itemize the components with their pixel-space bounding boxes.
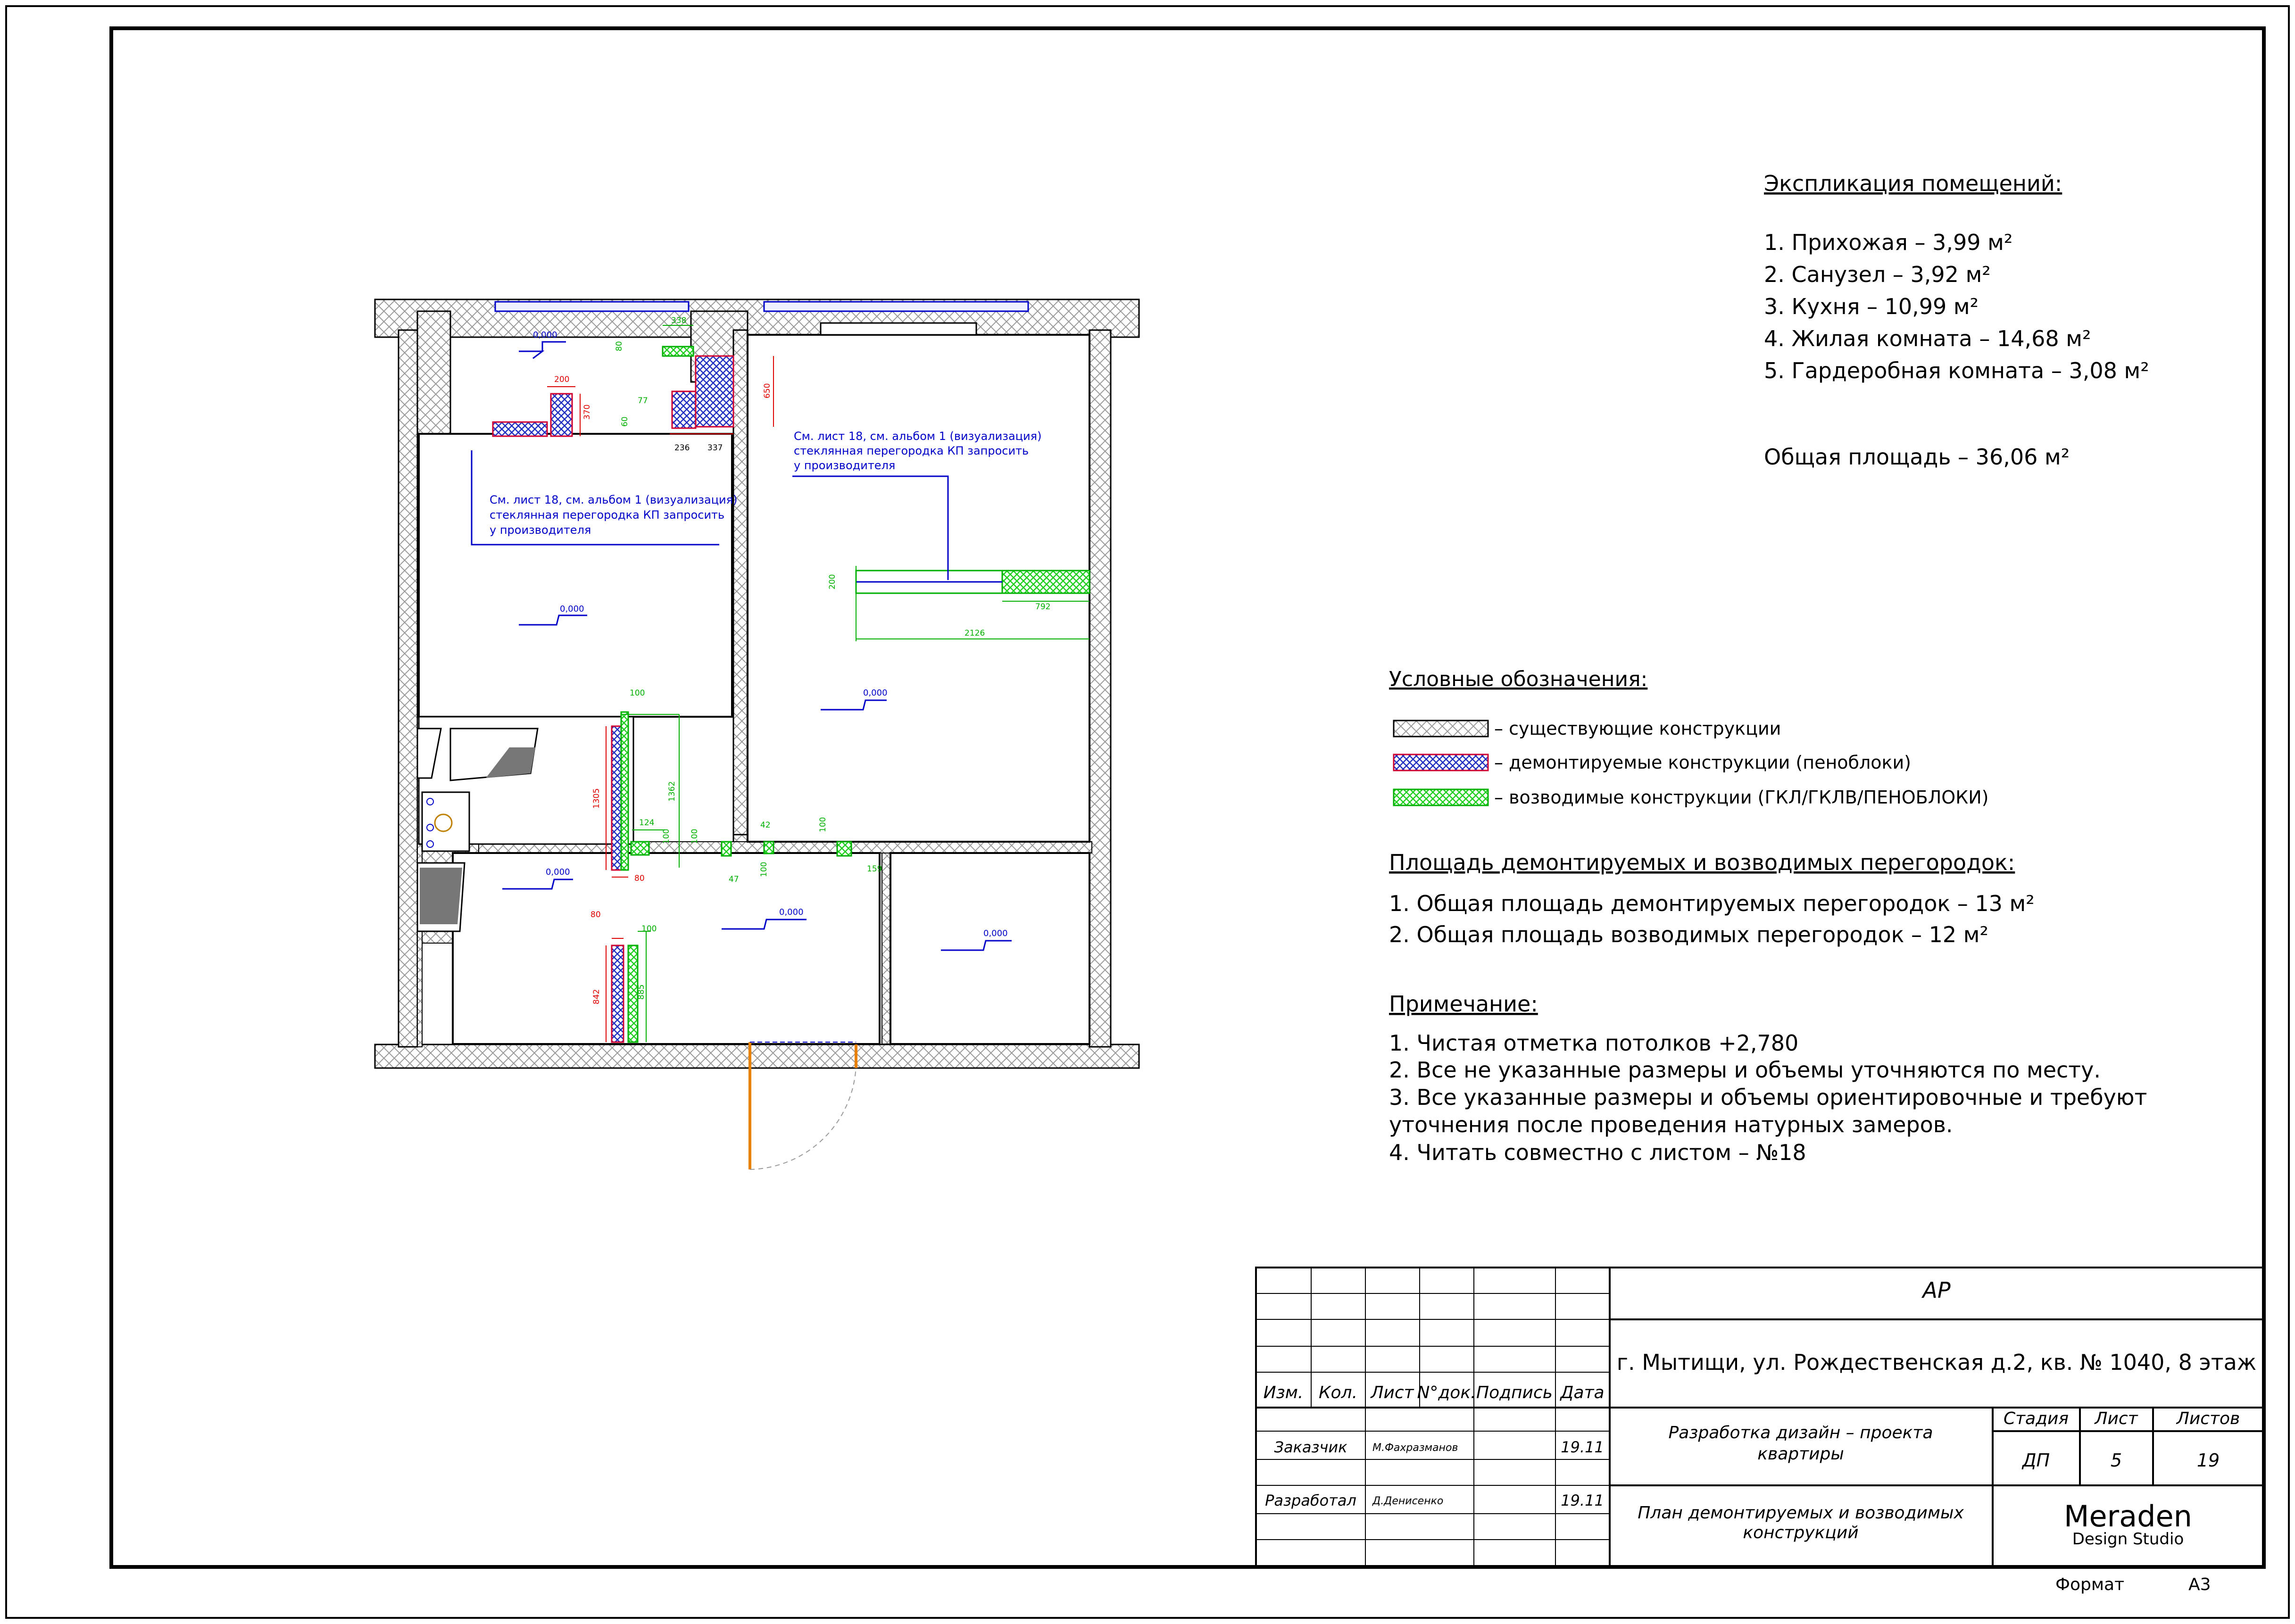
tb-role: Разработал [1265,1491,1356,1509]
erected-wall-8 [1002,571,1089,593]
notes-line: 2. Все не указанные размеры и объемы уточняются по месту. [1389,1057,2101,1083]
areas-line: 2. Общая площадь возводимых перегородок – 12 м² [1389,922,1988,947]
wall-wardrobe [882,853,890,1044]
notes-title: Примечание: [1389,991,1538,1017]
dimension-label: 200 [828,574,837,589]
floor-plan [375,299,1139,1169]
demolished-wall-2 [551,394,572,436]
dimension-label: 47 [729,875,739,884]
demolished-wall-6 [612,945,624,1042]
tb-sheet-header: Лист [2095,1409,2138,1428]
dimension-label: 338 [671,316,687,325]
explication-room: 4. Жилая комната – 14,68 м² [1764,326,2091,351]
dimension-label: 80 [615,341,624,351]
tb-sheets: 19 [2196,1450,2220,1471]
dimension-label: 1305 [592,788,601,809]
tb-sheets-header: Листов [2176,1409,2240,1428]
explication-title: Экспликация помещений: [1764,171,2062,196]
areas-title: Площадь демонтируемых и возводимых перегородок: [1389,850,2015,875]
window-living [764,302,1028,311]
dimension-label: 200 [554,375,570,384]
legend-swatch-existing [1394,721,1488,737]
company-subtitle: Design Studio [2072,1530,2184,1549]
erected-wall-7 [628,945,638,1042]
dimension-label: 337 [707,443,723,453]
callout-line: стеклянная перегородка КП запросить [794,444,1029,457]
areas-line: 1. Общая площадь демонтируемых перегородок – 13 м² [1389,891,2035,916]
erected-wall-1 [663,347,693,356]
callout-line: у производителя [490,523,591,537]
window-kitchen [495,302,689,311]
level-mark: 0,000 [546,867,570,877]
tb-code: АР [1922,1277,1951,1303]
dimension-label: 1362 [667,781,677,802]
notes-line: 3. Все указанные размеры и объемы ориентировочные и требуют [1389,1085,2147,1110]
dimension-label: 236 [674,443,690,453]
dimension-label: 650 [763,383,772,398]
tb-header-list: Лист [1371,1383,1414,1402]
wall-center [733,330,748,849]
legend-demolished: – демонтируемые конструкции (пеноблоки) [1494,752,1912,773]
explication-total: Общая площадь – 36,06 м² [1764,444,2070,470]
callout-line: См. лист 18, см. альбом 1 (визуализация) [490,493,738,506]
tb-header-kol: Кол. [1318,1383,1358,1402]
room-wardrobe [890,853,1089,1044]
callout-line: стеклянная перегородка КП запросить [490,508,725,522]
wall-left [399,330,417,1047]
legend-erected: – возводимые конструкции (ГКЛ/ГКЛВ/ПЕНОБЛОКИ) [1494,787,1989,808]
erected-wall-2 [621,712,628,870]
dimension-label: 885 [637,984,646,1000]
company-logo: Meraden [2064,1499,2192,1533]
legend-title: Условные обозначения: [1389,667,1648,691]
level-mark: 0,000 [863,688,888,698]
format-label: Формат [2055,1575,2125,1594]
tb-project: квартиры [1757,1444,1844,1464]
explication-room: 5. Гардеробная комната – 3,08 м² [1764,358,2149,383]
notes-block [1389,991,2147,1165]
callout-line: См. лист 18, см. альбом 1 (визуализация) [794,430,1042,443]
dimension-label: 100 [818,817,828,832]
dimension-label: 42 [760,820,771,830]
dimension-label: 80 [634,874,645,883]
legend-block [1389,667,1988,808]
tb-address: г. Мытищи, ул. Рождественская д.2, кв. № 1040, 8 этаж [1616,1350,2257,1375]
toilet-shade [420,868,462,924]
sink-cabinet [422,792,469,851]
wall-right [1089,330,1111,1047]
level-mark: 0,000 [560,604,584,614]
tb-sheet: 5 [2110,1450,2122,1471]
wall-bottom [375,1044,1139,1068]
window-sill [821,323,976,335]
demolished-wall-1 [493,422,547,436]
door-swing-arc [750,1056,856,1169]
room-kitchen [419,434,732,717]
dimension-label: 77 [638,396,648,406]
format-value: А3 [2188,1575,2211,1594]
explication-block [1764,171,2149,470]
tb-role: Заказчик [1274,1438,1347,1456]
erected-wall-3 [631,842,649,855]
erected-wall-6 [837,842,851,856]
tb-name: Д.Денисенко [1372,1495,1444,1507]
dimension-label: 370 [582,404,592,420]
erected-wall-4 [722,842,731,856]
dimension-label: 159 [867,864,882,874]
tb-sheet-title: План демонтируемых и возводимых [1638,1503,1964,1523]
notes-line: 4. Читать совместно с листом – №18 [1389,1140,1806,1165]
dimension-label: 842 [592,989,601,1004]
tb-header-sign: Подпись [1476,1383,1553,1402]
dimension-label: 100 [641,924,657,934]
title-block [1256,1268,2264,1567]
tb-stage-header: Стадия [2003,1409,2069,1428]
tb-header-doc: N°док. [1417,1383,1476,1402]
dimension-label: 792 [1035,602,1051,612]
explication-room: 1. Прихожая – 3,99 м² [1764,230,2013,255]
dimension-label: 100 [759,862,769,877]
tb-name: М.Фахразманов [1372,1442,1458,1454]
legend-swatch-erected [1394,789,1488,805]
tb-stage: ДП [2022,1450,2050,1471]
callout-line: у производителя [794,459,896,472]
dimension-label: 80 [590,910,601,920]
level-mark: 0,000 [983,928,1008,938]
explication-room: 3. Кухня – 10,99 м² [1764,294,1979,319]
level-mark: 0,000 [779,907,804,917]
demolished-wall-3 [672,391,696,428]
dimension-label: 60 [620,416,630,427]
notes-line: уточнения после проведения натурных замеров. [1389,1112,1953,1137]
dimension-label: 100 [662,829,671,844]
tb-sheet-title: конструкций [1743,1523,1859,1542]
erected-wall-5 [764,842,773,853]
wall-pier-left [417,311,450,434]
dimension-label: 2126 [965,629,985,638]
tb-header-date: Дата [1560,1383,1605,1402]
tb-date: 19.11 [1561,1491,1604,1509]
dimension-label: 100 [630,688,645,698]
legend-swatch-demolished [1394,754,1488,771]
legend-existing: – существующие конструкции [1494,718,1781,739]
dimension-label: 124 [639,818,655,828]
explication-room: 2. Санузел – 3,92 м² [1764,262,1991,287]
notes-line: 1. Чистая отметка потолков +2,780 [1389,1030,1799,1056]
room-hall [453,853,880,1044]
tb-date: 19.11 [1561,1438,1604,1456]
tb-header-izm: Изм. [1263,1383,1304,1402]
dimension-label: 100 [690,829,699,844]
demolished-wall-4 [696,356,733,427]
tb-project: Разработка дизайн – проекта [1668,1423,1933,1442]
level-mark: 0,000 [533,330,557,340]
areas-block [1389,850,2035,947]
